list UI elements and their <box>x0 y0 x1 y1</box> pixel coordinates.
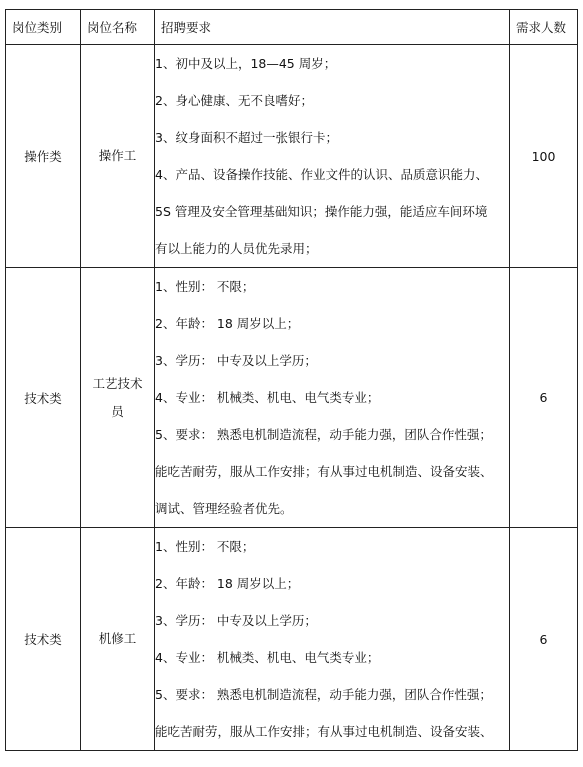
requirement-line: 能吃苦耐劳，服从工作安排；有从事过电机制造、设备安装、 <box>155 464 493 479</box>
requirement-line: 5、要求： 熟悉电机制造流程，动手能力强，团队合作性强； <box>155 687 492 702</box>
job-name <box>81 268 155 528</box>
requirement-line: 3、学历： 中专及以上学历； <box>155 353 317 368</box>
requirement-line: 3、纹身面积不超过一张银行卡； <box>155 130 338 145</box>
table-row <box>6 528 578 751</box>
header-category: 岗位类别 <box>6 10 81 45</box>
job-name <box>81 45 155 268</box>
requirement-line: 有以上能力的人员优先录用； <box>155 241 318 256</box>
requirement-line: 3、学历： 中专及以上学历； <box>155 613 317 628</box>
job-requirements <box>155 45 510 268</box>
header-requirements: 招聘要求 <box>155 10 510 45</box>
job-category: 操作类 <box>6 45 81 268</box>
requirement-line: 能吃苦耐劳，服从工作安排；有从事过电机制造、设备安装、 <box>155 724 493 739</box>
requirement-line: 2、身心健康、无不良嗜好； <box>155 93 313 108</box>
header-count: 需求人数 <box>510 10 578 45</box>
requirement-line: 1、初中及以上，18—45 周岁； <box>155 56 337 71</box>
recruitment-table <box>5 9 578 751</box>
job-requirements <box>155 268 510 528</box>
job-category: 技术类 <box>6 528 81 751</box>
header-name: 岗位名称 <box>81 10 155 45</box>
job-name-text: 工艺技术员 <box>92 375 143 419</box>
table-row <box>6 268 578 528</box>
requirement-line: 4、专业： 机械类、机电、电气类专业； <box>155 390 380 405</box>
job-name-text: 操作工 <box>98 148 137 163</box>
requirement-line: 调试、管理经验者优先。 <box>155 501 293 516</box>
requirement-line: 1、性别： 不限； <box>155 539 255 554</box>
requirement-line: 2、年龄： 18 周岁以上； <box>155 576 300 591</box>
requirement-line: 5S 管理及安全管理基础知识；操作能力强，能适应车间环境 <box>155 204 488 219</box>
requirement-line: 4、产品、设备操作技能、作业文件的认识、品质意识能力、 <box>155 167 488 182</box>
header-row <box>6 10 578 45</box>
job-name-text: 机修工 <box>98 631 137 646</box>
requirement-line: 5、要求： 熟悉电机制造流程，动手能力强，团队合作性强； <box>155 427 492 442</box>
job-category: 技术类 <box>6 268 81 528</box>
requirement-line: 4、专业： 机械类、机电、电气类专业； <box>155 650 380 665</box>
job-name <box>81 528 155 751</box>
requirement-line: 1、性别： 不限； <box>155 279 255 294</box>
table-row <box>6 45 578 268</box>
job-requirements <box>155 528 510 751</box>
requirement-line: 2、年龄： 18 周岁以上； <box>155 316 300 331</box>
job-count: 6 <box>510 268 578 528</box>
job-count: 100 <box>510 45 578 268</box>
job-count: 6 <box>510 528 578 751</box>
